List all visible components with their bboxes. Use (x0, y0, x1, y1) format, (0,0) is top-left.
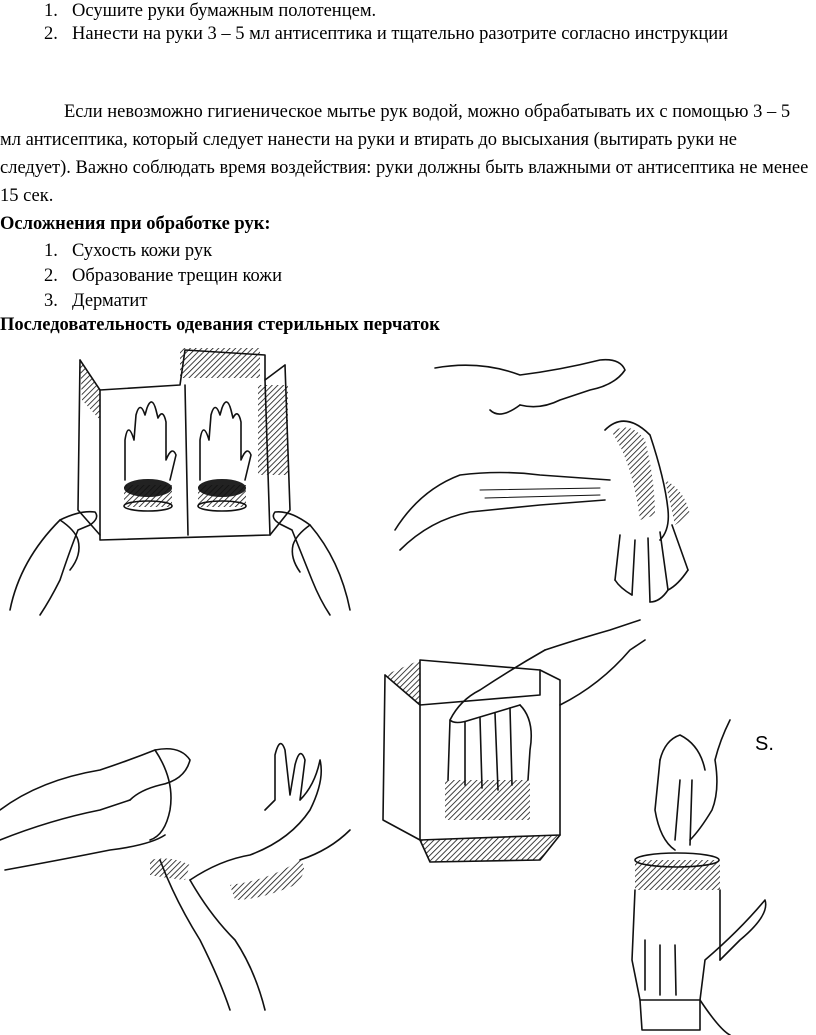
item-text: Дерматит (72, 291, 148, 311)
sequence-heading: Последовательность одевания стерильных перчаток (0, 315, 440, 335)
item-number: 3. (44, 291, 58, 311)
list-item (0, 239, 282, 264)
item-number: 1. (44, 241, 58, 261)
antiseptic-paragraph: Если невозможно гигиеническое мытье рук водой, можно обрабатывать их с помощью 3 – 5 мл антисептика, который следует нанести на руки и втирать до высыхания (вытирать руки не следует). Важно соблюдать время воздействия: руки должны быть влажными от антисептика не менее 15 сек. (0, 102, 809, 206)
item-text: Образование трещин кожи (72, 266, 282, 286)
list-item (0, 23, 732, 46)
list-item (0, 264, 282, 289)
panel-insert-hand (383, 620, 645, 862)
item-text: Сухость кожи рук (72, 241, 213, 261)
item-number: 2. (44, 24, 58, 44)
item-text: Осушите руки бумажным полотенцем. (72, 1, 377, 21)
panel-hand-fingers (0, 744, 350, 1010)
panel-roll-cuff (632, 720, 774, 1035)
gloves-illustration (0, 340, 816, 1035)
panel-pull-glove-cuff (395, 360, 690, 602)
list-item (0, 0, 732, 23)
list-item (0, 289, 282, 314)
item-number: 1. (44, 1, 58, 21)
panel-open-package (10, 348, 350, 615)
steps-list (0, 0, 732, 46)
artist-initial: S. (755, 733, 774, 755)
item-text: Нанести на руки 3 – 5 мл антисептика и тщательно разотрите согласно инструкции (72, 24, 729, 44)
complications-heading: Осложнения при обработке рук: (0, 214, 271, 234)
complications-list (0, 239, 282, 314)
item-number: 2. (44, 266, 58, 286)
